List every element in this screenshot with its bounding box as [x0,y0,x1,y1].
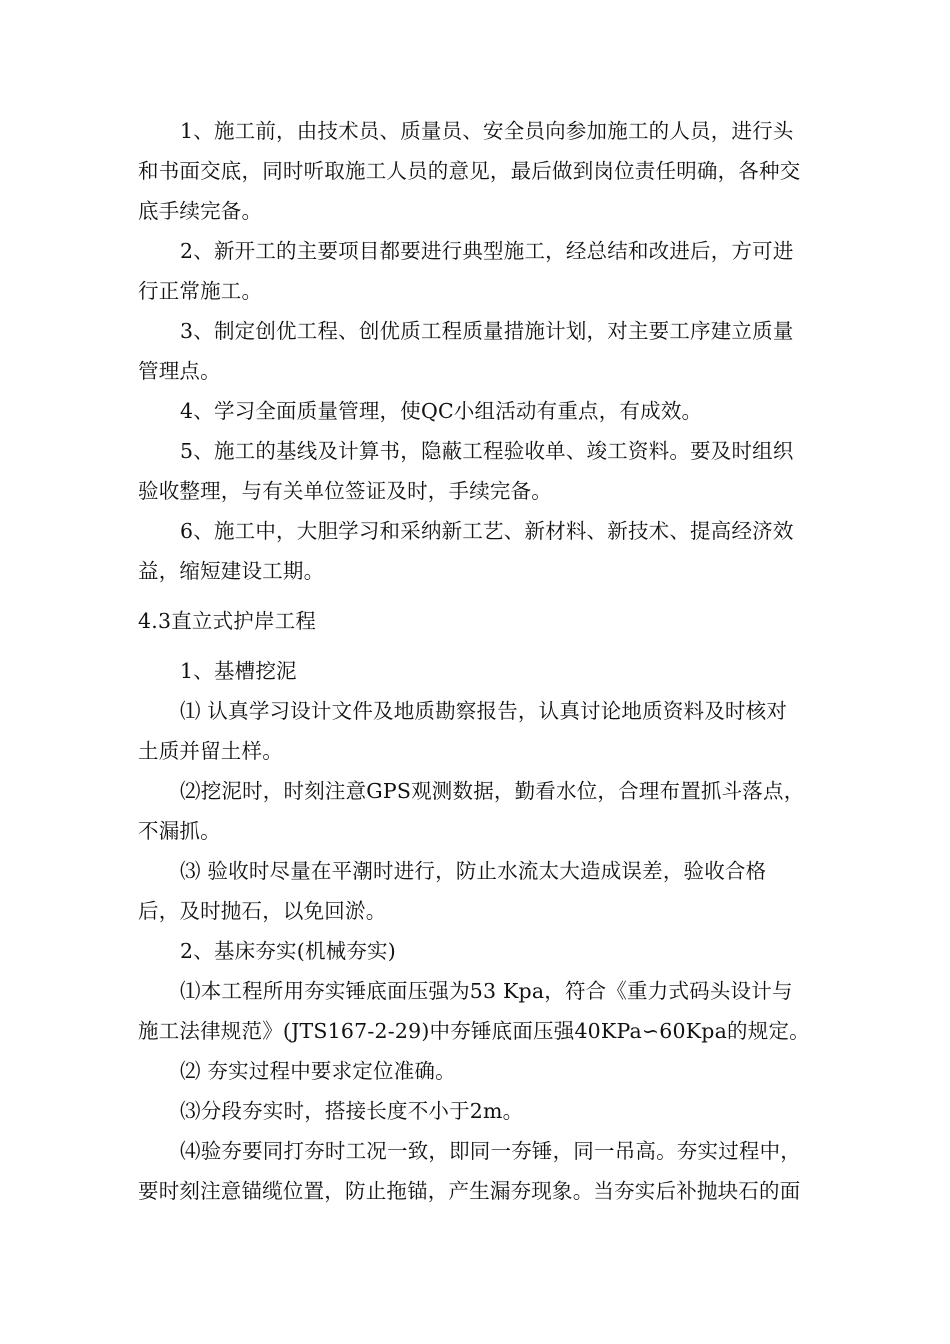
item-1-3-line-2: 后，及时抛石，以免回淤。 [138,899,387,923]
item-2-4-line-1: ⑷验夯要同打夯时工况一致，即同一夯锤，同一吊高。夯实过程中， [180,1139,801,1163]
paragraph-2-line-2: 行正常施工。 [138,279,263,303]
paragraph-1-line-1: 1、施工前，由技术员、质量员、安全员向参加施工的人员，进行头 [180,119,794,143]
paragraph-1-line-2: 和书面交底，同时听取施工人员的意见，最后做到岗位责任明确，各种交 [138,159,801,183]
item-2-4-line-2: 要时刻注意锚缆位置，防止拖锚，产生漏夯现象。当夯实后补抛块石的面 [138,1179,801,1203]
item-2-1-line-2: 施工法律规范》(JTS167-2-29)中夯锤底面压强40KPa∽60Kpa的规定。 [138,1019,810,1043]
paragraph-5-line-1: 5、施工的基线及计算书，隐蔽工程验收单、竣工资料。要及时组织 [180,439,794,463]
subsection-2-heading: 2、基床夯实(机械夯实) [180,939,396,963]
paragraph-6-line-2: 益，缩短建设工期。 [138,559,325,583]
item-2-3-line-1: ⑶分段夯实时，搭接长度不小于2m。 [180,1099,524,1123]
item-2-2-line-1: ⑵ 夯实过程中要求定位准确。 [180,1059,456,1083]
paragraph-6-line-1: 6、施工中，大胆学习和采纳新工艺、新材料、新技术、提高经济效 [180,519,794,543]
item-1-2-line-1: ⑵挖泥时，时刻注意GPS观测数据，勤看水位，合理布置抓斗落点， [180,779,805,803]
paragraph-2-line-1: 2、新开工的主要项目都要进行典型施工，经总结和改进后，方可进 [180,239,794,263]
item-2-1-line-1: ⑴本工程所用夯实锤底面压强为53 Kpa，符合《重力式码头设计与 [180,979,793,1003]
subsection-1-heading: 1、基槽挖泥 [180,659,297,683]
item-1-2-line-2: 不漏抓。 [138,819,221,843]
paragraph-5-line-2: 验收整理，与有关单位签证及时，手续完备。 [138,479,552,503]
paragraph-1-line-3: 底手续完备。 [138,199,263,223]
item-1-1-line-1: ⑴ 认真学习设计文件及地质勘察报告，认真讨论地质资料及时核对 [180,699,788,723]
paragraph-4-line-1: 4、学习全面质量管理，使QC小组活动有重点，有成效。 [180,399,703,423]
paragraph-3-line-2: 管理点。 [138,359,221,383]
paragraph-3-line-1: 3、制定创优工程、创优质工程质量措施计划，对主要工序建立质量 [180,319,794,343]
item-1-1-line-2: 土质并留土样。 [138,739,283,763]
section-heading: 4.3直立式护岸工程 [138,609,317,633]
item-1-3-line-1: ⑶ 验收时尽量在平潮时进行，防止水流太大造成误差，验收合格 [180,859,767,883]
